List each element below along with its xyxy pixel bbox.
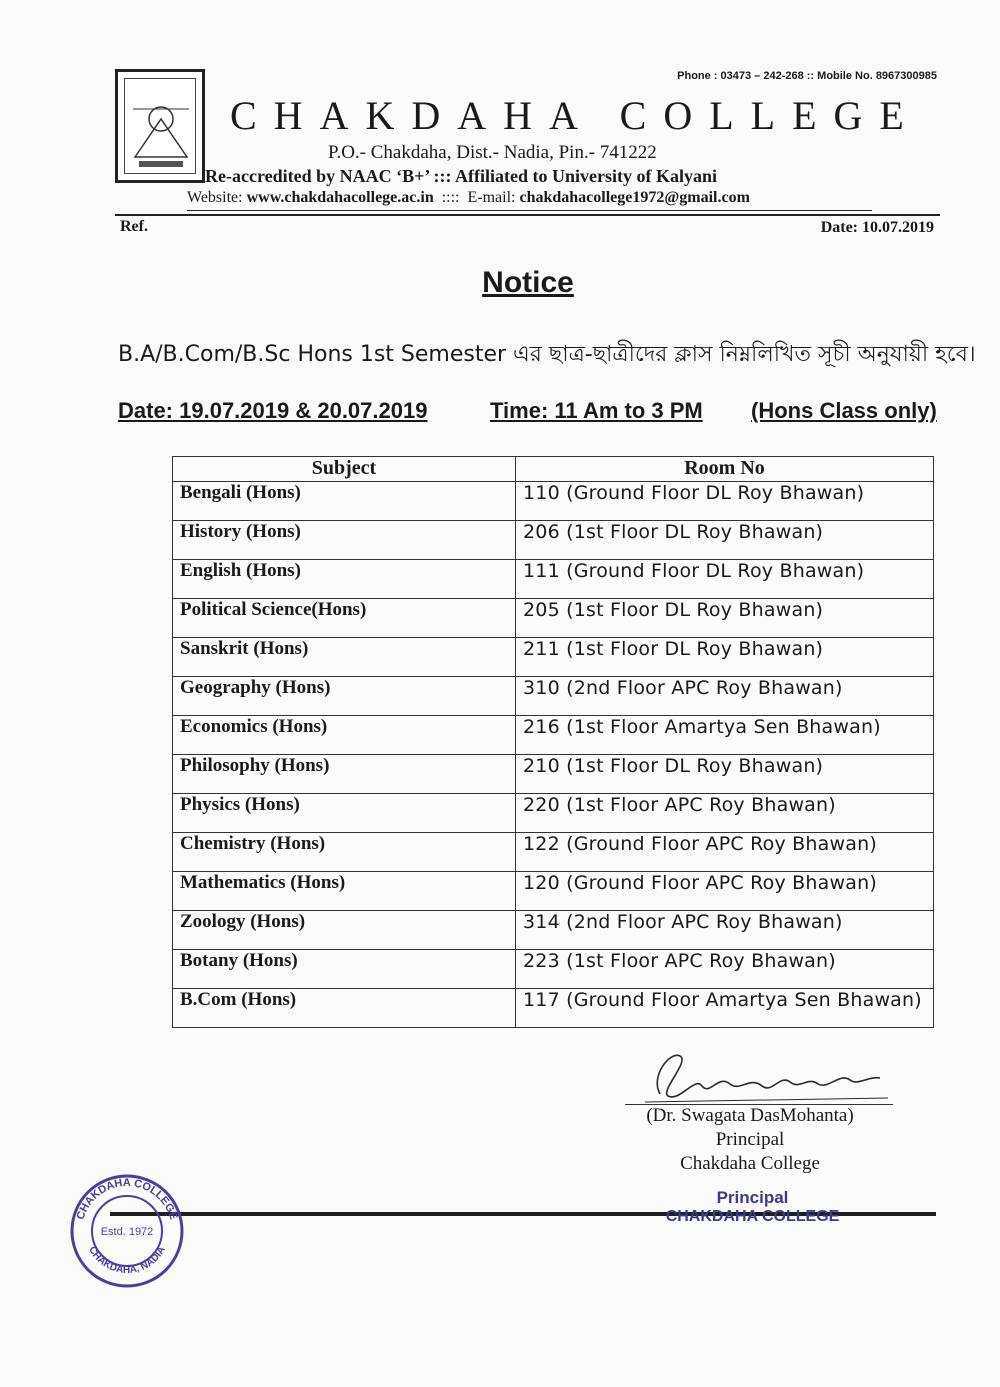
room-cell: 211 (1st Floor DL Roy Bhawan) <box>516 638 934 677</box>
table-header-row <box>173 457 934 482</box>
room-cell: 110 (Ground Floor DL Roy Bhawan) <box>516 482 934 521</box>
signatory-name: (Dr. Swagata DasMohanta) <box>646 1105 854 1126</box>
signatory-college: Chakdaha College <box>680 1153 820 1174</box>
notice-intro: B.A/B.Com/B.Sc Hons 1st Semester এর ছাত্র-ছাত্রীদের ক্লাস নিম্নলিখিত সূচী অনুযায়ী হবে। <box>118 342 976 367</box>
table-row <box>173 755 934 794</box>
table-row <box>173 482 934 521</box>
table-row <box>173 833 934 872</box>
svg-text:Estd. 1972: Estd. 1972 <box>100 1226 154 1238</box>
contact-line <box>187 189 750 207</box>
room-cell: 120 (Ground Floor APC Roy Bhawan) <box>516 872 934 911</box>
subject-cell: Economics (Hons) <box>173 716 516 755</box>
subject-cell: Sanskrit (Hons) <box>173 638 516 677</box>
college-seal <box>68 1172 186 1290</box>
official-stamp-title: Principal <box>716 1188 789 1207</box>
room-cell: 220 (1st Floor APC Roy Bhawan) <box>516 794 934 833</box>
table-row <box>173 950 934 989</box>
class-time: Time: 11 Am to 3 PM <box>490 398 703 423</box>
room-cell: 205 (1st Floor DL Roy Bhawan) <box>516 599 934 638</box>
header-rule <box>115 214 940 216</box>
notice-title: Notice <box>482 266 574 299</box>
email-label: E-mail: <box>467 189 520 206</box>
table-row <box>173 560 934 599</box>
room-cell: 210 (1st Floor DL Roy Bhawan) <box>516 755 934 794</box>
header-rule-thin <box>187 210 872 211</box>
subject-cell: Chemistry (Hons) <box>173 833 516 872</box>
table-row <box>173 521 934 560</box>
notice-date: Date: 10.07.2019 <box>820 219 934 236</box>
subject-cell: Zoology (Hons) <box>173 911 516 950</box>
subject-cell: Geography (Hons) <box>173 677 516 716</box>
table-row <box>173 872 934 911</box>
room-schedule-table <box>172 456 934 1028</box>
principal-signature <box>640 1046 890 1108</box>
table-row <box>173 794 934 833</box>
website-label: Website: <box>187 189 247 206</box>
class-dates: Date: 19.07.2019 & 20.07.2019 <box>118 398 428 423</box>
table-row <box>173 989 934 1028</box>
subject-cell: B.Com (Hons) <box>173 989 516 1028</box>
table-row <box>173 716 934 755</box>
email-link[interactable]: chakdahacollege1972@gmail.com <box>519 189 750 206</box>
subject-cell: Bengali (Hons) <box>173 482 516 521</box>
subject-cell: Philosophy (Hons) <box>173 755 516 794</box>
table-row <box>173 638 934 677</box>
subject-cell: Political Science(Hons) <box>173 599 516 638</box>
room-cell: 111 (Ground Floor DL Roy Bhawan) <box>516 560 934 599</box>
website-link[interactable]: www.chakdahacollege.ac.in <box>246 189 434 206</box>
subject-cell: Physics (Hons) <box>173 794 516 833</box>
room-cell: 122 (Ground Floor APC Roy Bhawan) <box>516 833 934 872</box>
table-row <box>173 599 934 638</box>
subject-cell: Mathematics (Hons) <box>173 872 516 911</box>
room-cell: 216 (1st Floor Amartya Sen Bhawan) <box>516 716 934 755</box>
subject-cell: English (Hons) <box>173 560 516 599</box>
room-cell: 117 (Ground Floor Amartya Sen Bhawan) <box>516 989 934 1028</box>
accreditation-line: Re-accredited by NAAC ‘B+’ ::: Affiliated to University of Kalyani <box>205 166 718 186</box>
column-header-subject: Subject <box>173 457 516 482</box>
column-header-room: Room No <box>516 457 934 482</box>
table-row <box>173 677 934 716</box>
room-cell: 310 (2nd Floor APC Roy Bhawan) <box>516 677 934 716</box>
room-cell: 314 (2nd Floor APC Roy Bhawan) <box>516 911 934 950</box>
table-row <box>173 911 934 950</box>
college-address: P.O.- Chakdaha, Dist.- Nadia, Pin.- 741222 <box>328 142 657 163</box>
official-stamp-college: CHAKDAHA COLLEGE <box>665 1208 840 1225</box>
subject-cell: Botany (Hons) <box>173 950 516 989</box>
svg-text:CHAKDAHA COLLEGE: CHAKDAHA COLLEGE <box>74 1176 180 1222</box>
signatory-title: Principal <box>715 1129 785 1150</box>
college-logo <box>115 69 205 183</box>
college-name: CHAKDAHA COLLEGE <box>230 93 921 138</box>
room-cell: 223 (1st Floor APC Roy Bhawan) <box>516 950 934 989</box>
phone-numbers: Phone : 03473 – 242-268 :: Mobile No. 8967300985 <box>677 70 937 82</box>
class-scope: (Hons Class only) <box>751 398 937 423</box>
subject-cell: History (Hons) <box>173 521 516 560</box>
room-cell: 206 (1st Floor DL Roy Bhawan) <box>516 521 934 560</box>
contact-separator: :::: <box>433 189 468 206</box>
svg-text:CHAKDAHA, NADIA: CHAKDAHA, NADIA <box>86 1244 168 1276</box>
reference-label: Ref. <box>120 218 148 235</box>
